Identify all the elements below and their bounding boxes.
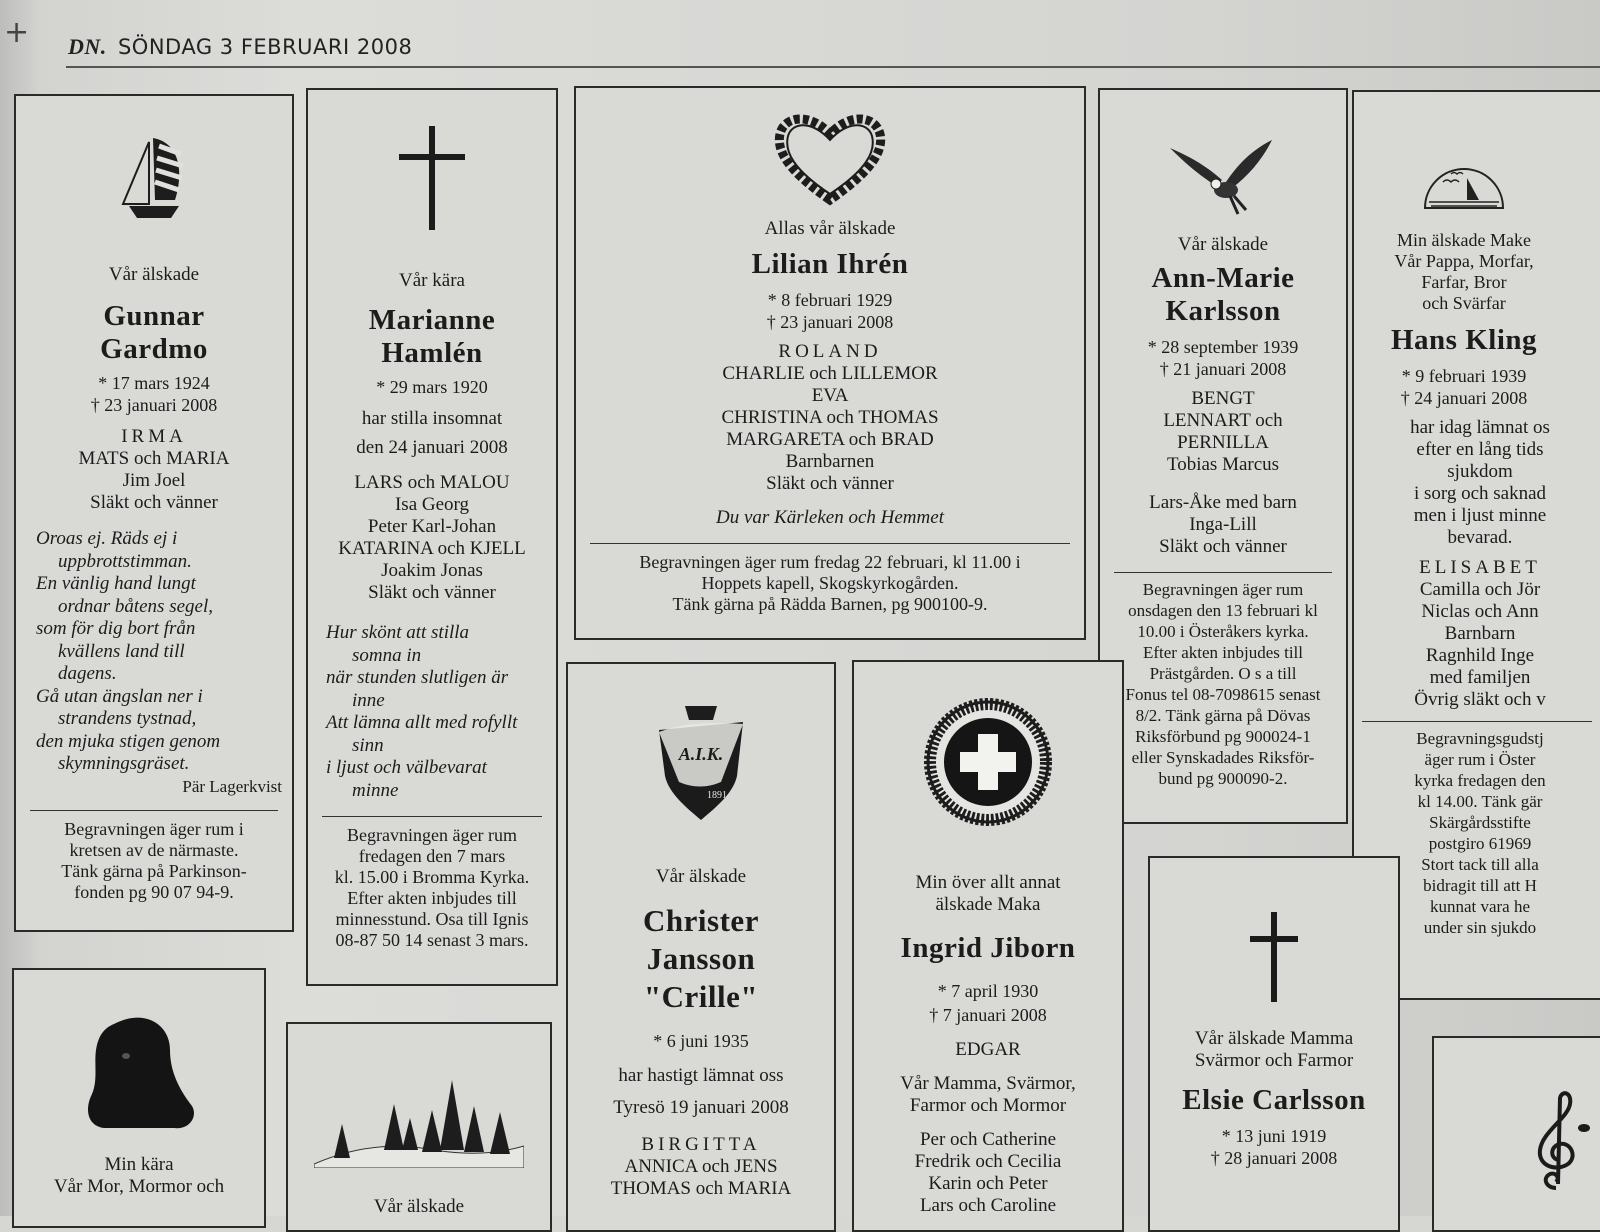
obituary-forest-notice [286,1022,552,1232]
obituary-elsie-carlsson [1148,856,1400,1232]
lead-text: Vår Mor, Mormor och [53,1176,225,1197]
note-line: har hastigt lämnat oss [618,1065,784,1086]
lead-text: Svärmor och Farmor [1194,1050,1354,1071]
obituary-dog-notice [12,968,266,1228]
family-member: Per och Catherine [919,1129,1057,1150]
family-member: LENNART och [1163,410,1283,431]
family-member: Barnbarn [1444,623,1516,644]
poem-line: ordnar båtens segel, [58,595,213,617]
funeral-line: kyrka fredagen den [1414,771,1546,790]
funeral-line: kretsen av de närmaste. [69,839,239,860]
family-member: Släkt och vänner [368,582,496,603]
poem-line: Oroas ej. Räds ej i [36,528,178,549]
deceased-name: Hamlén [381,337,483,369]
family-member: BIRGITTA [641,1134,761,1155]
family-member: CHRISTINA och THOMAS [721,407,939,428]
funeral-line: kl. 15.00 i Bromma Kyrka. [334,867,530,887]
note-line: bevarad. [1447,527,1513,548]
poem-line: minne [352,779,399,801]
deceased-name: "Crille" [643,979,759,1014]
family-member: Släkt och vänner [1159,536,1287,557]
family-member: ROLAND [778,341,882,362]
family-member: Niclas och Ann [1421,601,1539,622]
lead-text: Vår Pappa, Morfar, [1394,251,1534,271]
family-member: Släkt och vänner [766,473,894,494]
family-member: Camilla och Jör [1419,579,1541,600]
poem-line: Hur skönt att stilla [326,622,470,643]
dog-icon [74,1010,204,1134]
family-member: Karin och Peter [928,1173,1048,1194]
sailboat-icon [119,134,189,226]
death-date: † 24 januari 2008 [1400,388,1528,408]
poem-line: skymningsgräset. [58,753,190,774]
death-date: † 7 januari 2008 [929,1005,1047,1025]
birth-date: * 17 mars 1924 [98,373,210,393]
family-member: Släkt och vänner [90,492,218,513]
funeral-line: Fonus tel 08-7098615 senast [1125,685,1321,704]
note-line: efter en lång tids [1416,439,1544,460]
obituary-lilian-ihren [574,86,1086,640]
funeral-line: Begravningen äger rum fredag 22 februari, kl 11.00 i [639,552,1021,572]
funeral-line: fonden pg 90 07 94-9. [74,881,234,902]
deceased-name: Lilian Ihrén [751,248,909,280]
family-member: ANNICA och JENS [624,1156,778,1177]
lead-text: Farfar, Bror [1421,272,1507,292]
birth-date: * 13 juni 1919 [1221,1126,1327,1146]
family-member: Isa Georg [394,494,470,515]
deceased-name: Ingrid Jiborn [900,932,1076,964]
family-member: LARS och MALOU [354,472,510,493]
poem-line: dagens. [58,663,117,684]
poem-line: i ljust och välbevarat [326,757,487,778]
lead-text: Vår kära [399,270,465,291]
note-line: i sorg och saknad [1413,483,1547,504]
birth-date: * 7 april 1930 [937,981,1039,1001]
obituary-gunnar-gardmo [14,94,294,932]
cross-icon [397,124,467,232]
lead-text: Min kära [104,1154,174,1175]
funeral-line: Efter akten inbjudes till [347,888,517,908]
deceased-name: Elsie Carlsson [1182,1084,1366,1116]
funeral-line: Begravningen äger rum [347,825,517,845]
birth-date: * 29 mars 1920 [376,377,488,397]
funeral-line: onsdagen den 13 februari kl [1128,601,1318,620]
death-date: † 23 januari 2008 [766,312,894,332]
family-member: THOMAS och MARIA [610,1178,792,1199]
deceased-name: Christer [643,903,759,938]
poem-line: den mjuka stigen genom [36,730,221,752]
note-line: men i ljust minne [1413,505,1547,526]
deceased-name: Jansson [646,941,756,976]
funeral-line: bund pg 900090-2. [1158,769,1288,788]
forest-icon [314,1068,524,1168]
funeral-line: postgiro 61969 [1428,834,1532,853]
deceased-name: Ann-Marie [1151,262,1295,294]
funeral-info [314,825,550,951]
family-member: Vår Mamma, Svärmor, [900,1073,1076,1094]
funeral-line: Tänk gärna på Parkinson- [61,860,247,881]
poem [22,528,286,776]
funeral-info [22,819,286,903]
funeral-line: Skärgårdsstifte [1429,813,1531,832]
crest-year: 1891 [707,790,727,801]
funeral-line: 8/2. Tänk gärna på Dövas [1135,706,1311,725]
funeral-line: eller Synskadades Riksför- [1131,748,1315,767]
family-member: Lars och Caroline [919,1195,1057,1216]
death-date: † 21 januari 2008 [1159,359,1287,379]
death-date: † 28 januari 2008 [1210,1148,1338,1168]
family-member: KATARINA och KJELL [338,538,526,559]
funeral-line: Prästgården. O s a till [1149,664,1297,683]
note-line: har stilla insomnat [361,408,503,429]
obituary-ingrid-jiborn [852,660,1124,1232]
family-member: MARGARETA och BRAD [726,429,934,450]
registration-mark: + [4,15,30,50]
poem-line: som för dig bort från [36,618,196,639]
poem-line: En vänlig hand lungt [36,573,196,594]
family-member: Jim Joel [122,470,186,491]
family-member: Inga-Lill [1189,514,1257,535]
funeral-line: Begravningen äger rum i [64,818,244,839]
obituary-marianne-hamlen [306,88,558,986]
red-cross-seal-icon [924,698,1052,826]
note-line: sjukdom [1447,461,1513,482]
funeral-line: Riksförbund pg 900024-1 [1135,727,1311,746]
crest-text: A.I.K. [678,744,724,764]
funeral-line: Begravningsgudstj [1416,729,1544,748]
obituary-christer-jansson [566,662,836,1232]
funeral-line: äger rum i Öster [1424,750,1536,769]
newspaper-header [68,34,412,60]
funeral-line: under sin sjukdo [1423,918,1537,937]
lead-text: Vår älskade [1177,234,1269,255]
funeral-line: kunnat vara he [1429,897,1531,916]
poem-line: inne [352,689,385,711]
funeral-line: Efter akten inbjudes till [1142,643,1304,662]
birth-date: * 8 februari 1929 [767,290,893,310]
obituary-music-notice [1432,1036,1600,1232]
poem-line: Att lämna allt med rofyllt [326,712,518,733]
note-text [1360,417,1600,711]
family-member: Joakim Jonas [381,560,483,581]
lead-text: Vår älskade [108,264,200,285]
poem-line: sinn [352,734,384,756]
family-member: EVA [811,385,849,406]
poem-line: kvällens land till [58,640,185,662]
funeral-line: Begravningen äger rum [1142,580,1304,599]
family-member: IRMA [121,426,187,447]
header-rule [66,66,1600,68]
deceased-name: Gunnar [103,300,205,332]
lead-text: Vår älskade Mamma [1194,1028,1354,1049]
treble-clef-icon [1526,1088,1596,1198]
family-member: Ragnhild Inge [1425,645,1535,666]
note-line: Tyresö 19 januari 2008 [613,1097,789,1118]
lead-text: Min älskade Make [1397,230,1531,250]
obituary-ann-marie-karlsson [1098,88,1348,824]
funeral-info [582,552,1078,615]
seascape-icon [1421,164,1507,220]
death-date: † 23 januari 2008 [90,395,218,415]
funeral-line: Stort tack till alla [1421,855,1539,874]
lead-text: älskade Maka [935,894,1041,915]
funeral-line: 10.00 i Österåkers kyrka. [1137,622,1309,641]
family-member: Farmor och Mormor [909,1095,1067,1116]
family-member: MATS och MARIA [78,448,230,469]
poem [314,622,550,802]
birth-date: * 6 juni 1935 [653,1031,749,1051]
funeral-line: Tänk gärna på Rädda Barnen, pg 900100-9. [672,594,988,614]
family-member: CHARLIE och LILLEMOR [722,363,938,384]
lead-text: Allas vår älskade [764,218,896,239]
eagle-icon [1168,134,1278,220]
lead-text: Vår älskade [373,1196,465,1217]
poem-line: strandens tystnad, [58,708,197,729]
family-member: Fredrik och Cecilia [914,1151,1062,1172]
memorial-quote: Du var Kärleken och Hemmet [716,507,944,528]
funeral-line: bidragit till att H [1423,876,1537,895]
birth-date: * 28 september 1939 [1147,337,1299,357]
note-line: den 24 januari 2008 [356,437,508,458]
family-member: med familjen [1429,667,1531,688]
deceased-name: Gardmo [100,333,208,365]
funeral-line: fredagen den 7 mars [358,846,506,866]
family-member: Barnbarnen [785,451,875,472]
note-line: har idag lämnat os [1410,417,1550,438]
poet-name: Pär Lagerkvist [182,776,282,796]
lead-text: Vår älskade [655,866,747,887]
aik-crest-icon [649,702,753,822]
deceased-name: Karlsson [1165,295,1281,327]
birth-date: * 9 februari 1939 [1401,366,1527,386]
family-member: ELISABET [1419,557,1541,578]
newspaper-logo: DN. [68,34,107,59]
poem-line: när stunden slutligen är [326,667,509,688]
lead-text: Min över allt annat [915,872,1061,893]
lead-text: och Svärfar [1422,293,1506,313]
funeral-line: Hoppets kapell, Skogskyrkogården. [701,573,959,593]
family-member: Peter Karl-Johan [367,516,497,537]
funeral-line: 08-87 50 14 senast 3 mars. [335,930,529,950]
family-member: EDGAR [955,1039,1021,1060]
family-member: BENGT [1191,388,1255,409]
deceased-name: Hans Kling [1390,324,1538,356]
poem-line: uppbrottstimman. [58,550,192,572]
cross-icon [1248,910,1300,1004]
family-member: Lars-Åke med barn [1149,492,1297,513]
heart-wreath-icon [770,108,890,208]
family-member: PERNILLA [1177,432,1269,453]
family-member: Övrig släkt och v [1414,689,1546,710]
poem-line: somna in [352,644,422,666]
family-member: Tobias Marcus [1166,454,1280,475]
funeral-line: kl 14.00. Tänk gär [1417,792,1543,811]
funeral-info [1106,579,1340,789]
issue-date: SÖNDAG 3 FEBRUARI 2008 [117,35,413,59]
funeral-line: minnesstund. Osa till Ignis [335,909,529,929]
poem-line: Gå utan ängslan ner i [36,685,203,707]
deceased-name: Marianne [368,304,496,336]
